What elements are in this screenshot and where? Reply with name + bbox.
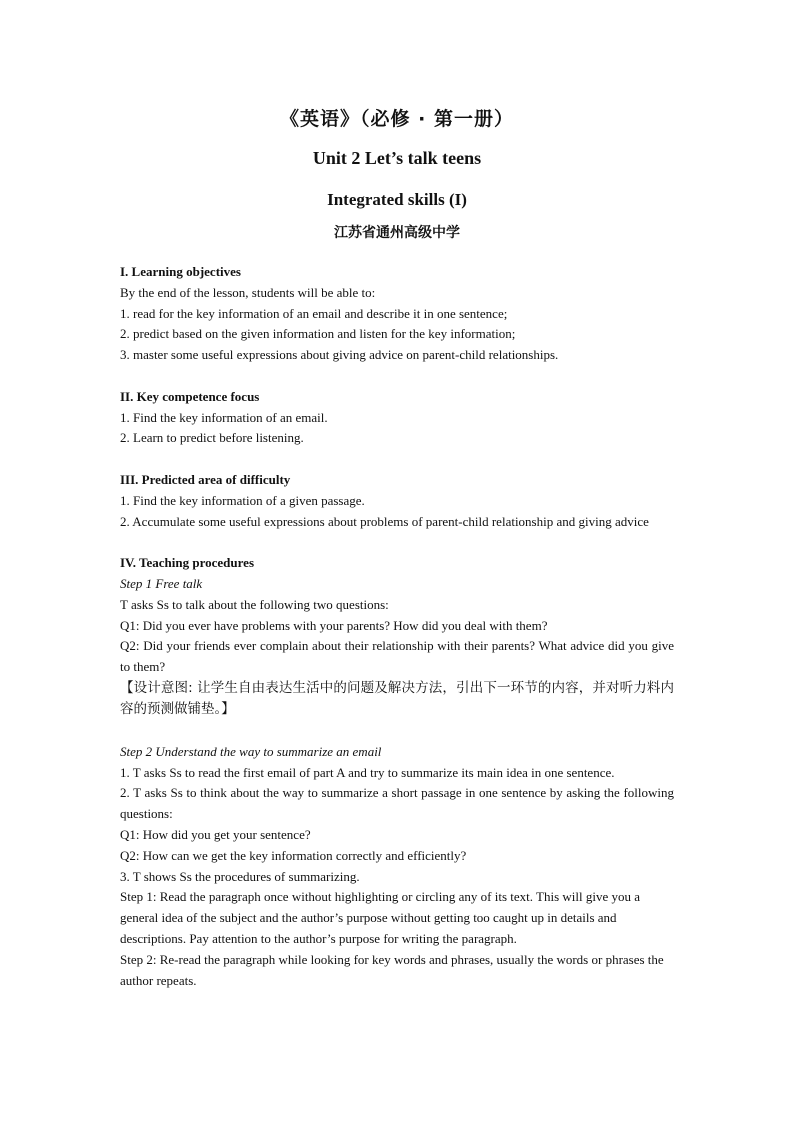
objectives-heading: I. Learning objectives: [120, 264, 241, 279]
step2-line: 1. T asks Ss to read the first email of part A and try to summarize its main idea in one sentence.: [120, 764, 615, 780]
unit-title: Unit 2 Let’s talk teens: [312, 148, 482, 168]
difficulty-item: 1. Find the key information of a given passage.: [120, 492, 365, 508]
objectives-intro: By the end of the lesson, students will be able to:: [120, 284, 376, 300]
document-body: [120, 262, 674, 991]
procedures-heading: IV. Teaching procedures: [120, 555, 255, 571]
school-name: 江苏省通州高级中学: [334, 225, 460, 241]
step2-line: 3. T shows Ss the procedures of summarizing.: [120, 868, 360, 884]
step1-title: Step 1 Free talk: [120, 575, 203, 591]
book-title: 《英语》（必修 · 第一册）: [280, 108, 514, 130]
competence-item: 2. Learn to predict before listening.: [120, 430, 304, 446]
step2-title: Step 2 Understand the way to summarize an email: [120, 743, 382, 759]
step2-line: Step 1: Read the paragraph once without highlighting or circling any of its text. This will give you a general idea of the subject and the author’s purpose without getting too caught up in details and descriptions. Pay attention to the author’s purpose for writing the paragraph.: [120, 889, 641, 946]
objective-item: 1. read for the key information of an email and describe it in one sentence;: [120, 305, 508, 321]
step2-line: 2. T asks Ss to think about the way to summarize a short passage in one sentence by asking the following questions:: [120, 785, 674, 822]
step2-line: Q2: How can we get the key information correctly and efficiently?: [120, 847, 467, 863]
step1-line: Q2: Did your friends ever complain about their relationship with their parents? What advice did you give to them?: [120, 638, 674, 675]
design-intent-note: 【设计意图: 让学生自由表达生活中的问题及解决方法，引出下一环节的内容，并对听力料内容的预测做铺垫。】: [120, 679, 674, 718]
section-title: Integrated skills (I): [327, 190, 467, 209]
step1-line: Q1: Did you ever have problems with your parents? How did you deal with them?: [120, 617, 548, 633]
step2-line: Step 2: Re-read the paragraph while looking for key words and phrases, usually the words or phrases the author repeats.: [120, 951, 664, 988]
objective-item: 3. master some useful expressions about giving advice on parent-child relationships.: [120, 347, 559, 363]
competence-heading: II. Key competence focus: [120, 388, 260, 404]
step2-line: Q1: How did you get your sentence?: [120, 826, 311, 842]
difficulty-item: 2. Accumulate some useful expressions about problems of parent-child relationship and giving advice: [120, 513, 649, 529]
step1-line: T asks Ss to talk about the following two questions:: [120, 596, 389, 612]
objective-item: 2. predict based on the given information and listen for the key information;: [120, 326, 516, 342]
difficulty-heading: III. Predicted area of difficulty: [120, 471, 291, 487]
competence-item: 1. Find the key information of an email.: [120, 409, 328, 425]
